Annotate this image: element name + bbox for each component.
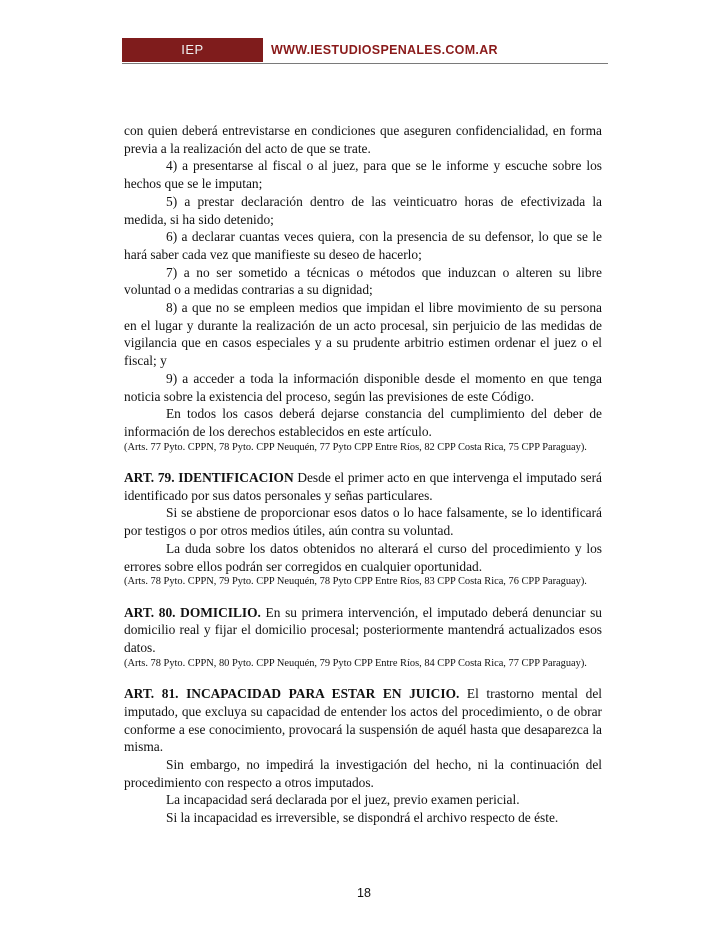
right-item-4: 4) a presentarse al fiscal o al juez, para que se le informe y escuche sobre los hechos que se le imputan; [124,158,602,192]
article-81 [124,685,602,756]
right-item-5: 5) a prestar declaración dentro de las veinticuatro horas de efectivizada la medida, si ha sido detenido; [124,193,602,227]
article-79 [124,469,602,504]
source-citation: (Arts. 77 Pyto. CPPN, 78 Pyto. CPP Neuquén, 77 Pyto CPP Entre Ríos, 82 CPP Costa Rica, 75 CPP Paraguay). [124,441,587,453]
closing-paragraph: En todos los casos deberá dejarse constancia del cumplimiento del deber de información de los derechos establecidos en este artículo. [124,406,602,439]
article-80-source: (Arts. 78 Pyto. CPPN, 80 Pyto. CPP Neuquén, 79 Pyto CPP Entre Ríos, 84 CPP Costa Rica, 77 CPP Paraguay). [124,657,587,669]
article-81-text: El trastorno mental del imputado, que excluya su capacidad de entender los actos del procedimiento, o de obrar conforme a ese conocimiento, provocará la suspensión de aquél hasta que desaparezca la misma. [124,686,602,755]
article-80-title: ART. 80. DOMICILIO. [124,604,261,620]
article-80 [124,604,602,657]
article-80-text: En su primera intervención, el imputado deberá denunciar su domicilio real y fijar el domicilio procesal; posteriormente mantendrá actualizados esos datos. [124,604,602,656]
header-site-url: WWW.IESTUDIOSPENALES.COM.AR [271,43,498,57]
document-body [124,122,602,827]
article-79-paragraph: La duda sobre los datos obtenidos no alterará el curso del procedimiento y los errores sobre ellos podrán ser corregidos en cualquier oportunidad. [124,540,602,574]
article-81-title: ART. 81. INCAPACIDAD PARA ESTAR EN JUICIO. [124,686,460,702]
article-79-title: ART. 79. IDENTIFICACION [124,470,294,486]
article-81-paragraph: Sin embargo, no impedirá la investigación del hecho, ni la continuación del procedimiento con respecto a otros imputados. [124,757,602,790]
right-item-7: 7) a no ser sometido a técnicas o métodos que induzcan o alteren su libre voluntad o a medidas contrarias a su dignidad; [124,264,602,298]
page-number: 18 [357,886,371,900]
right-item-6: 6) a declarar cuantas veces quiera, con la presencia de su defensor, lo que se le hará saber cada vez que manifieste su deseo de hacerlo; [124,229,602,262]
header-rule [122,63,608,64]
right-item-8: 8) a que no se empleen medios que impidan el libre movimiento de su persona en el lugar y durante la realización de un acto procesal, sin perjuicio de las medidas de vigilancia que en casos especiales y a su prudente arbitrio estimen ordenar el juez o el fiscal; y [124,300,602,369]
header-label: IEP [122,38,263,62]
page-header [122,38,608,64]
article-79-paragraph: Si se abstiene de proporcionar esos datos o lo hace falsamente, se lo identificará por testigos o por otros medios útiles, aún contra su voluntad. [124,505,602,539]
article-79-text: Desde el primer acto en que intervenga el imputado será identificado por sus datos personales y señas particulares. [124,470,602,503]
article-79-source: (Arts. 78 Pyto. CPPN, 79 Pyto. CPP Neuquén, 78 Pyto CPP Entre Ríos, 83 CPP Costa Rica, 76 CPP Paraguay). [124,576,587,588]
article-81-paragraph: Si la incapacidad es irreversible, se dispondrá el archivo respecto de éste. [166,810,559,826]
right-item-9: 9) a acceder a toda la información disponible desde el momento en que tenga noticia sobre la existencia del proceso, según las previsiones de este Código. [124,370,602,404]
article-81-paragraph: La incapacidad será declarada por el juez, previo examen pericial. [166,792,520,808]
paragraph-continuation: con quien deberá entrevistarse en condiciones que aseguren confidencialidad, en forma previa a la realización del acto de que se trate. [124,123,602,156]
